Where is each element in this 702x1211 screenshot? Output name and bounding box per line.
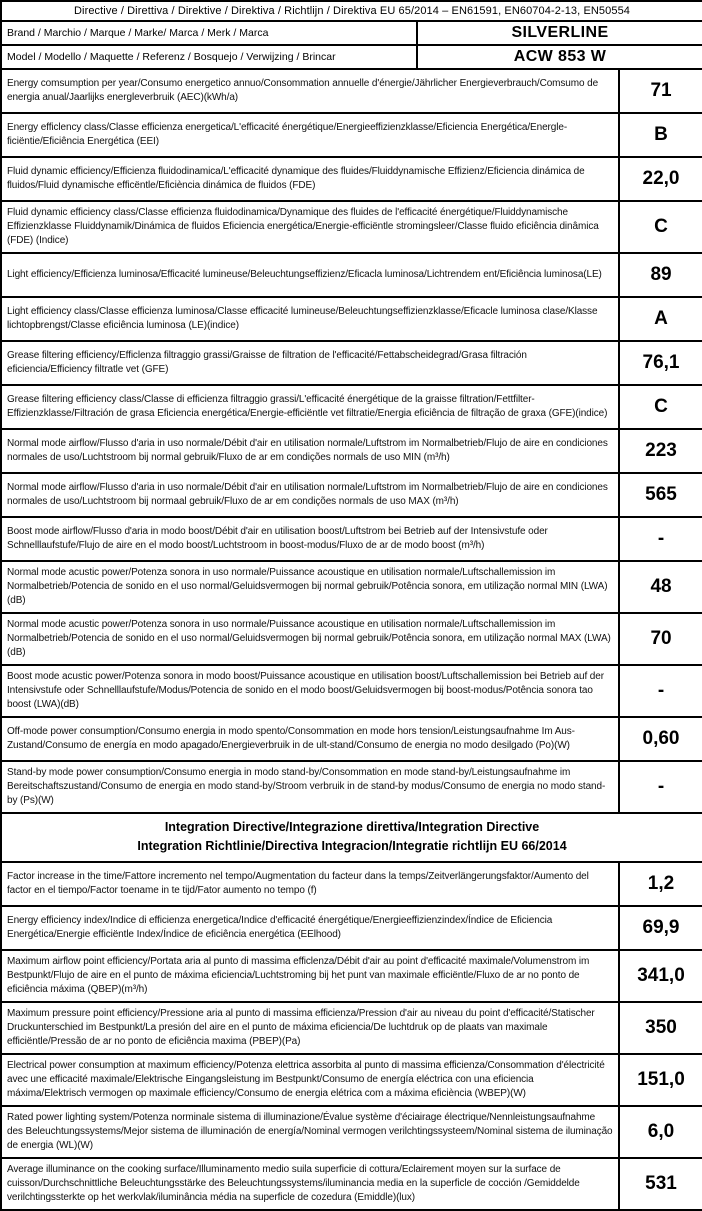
spec-label: Energy comsumption per year/Consumo energetico annuo/Consommation annuelle d'énergie/Jährlicher Energieverbrauch/Comsumo de energia anual/Jaarlijks energleverbruik (AEC)(kWh/a)	[1, 69, 619, 113]
spec-row	[1, 950, 702, 1002]
brand-value: SILVERLINE	[417, 21, 702, 45]
spec-label: Light efficiency class/Classe efficienza luminosa/Classe efficacité lumineuse/Beleuchtungseffizienzklasse/Eficacle luminosa clase/Klasse lichtopbrengst/Classe eficiência luminosa (LE)(indice)	[1, 297, 619, 341]
integration-section-line1: Integration Directive/Integrazione direttiva/Integration Directive	[164, 820, 540, 834]
spec-row	[1, 341, 702, 385]
spec-value: A	[619, 297, 702, 341]
spec-row	[1, 385, 702, 429]
brand-row	[1, 21, 702, 45]
spec-label: Grease filtering efficiency class/Classe di efficienza filtraggio grassi/L'efficacité énergétique de la graisse filtration/Fettfilter-Effizienzklasse/Filtración de grasa Eficiencia energética/Energie-efficiëntle vet filtratie/Energia eficiência de filtração de graxa (GFE)(indice)	[1, 385, 619, 429]
spec-row	[1, 201, 702, 253]
spec-value: C	[619, 201, 702, 253]
spec-row	[1, 761, 702, 813]
brand-label: Brand / Marchio / Marque / Marke/ Marca / Merk / Marca	[1, 21, 417, 45]
spec-row	[1, 561, 702, 613]
spec-label: Boost mode acustic power/Potenza sonora in modo boost/Puissance acoustique en utilisation boost/Luftschallemission bei Betrieb auf der Intensivstufe oder Schnelllaufstufe/Modus/Potencia de sonido en el modo boost/Geluidsvermogen bij boost-modus/Potência sonora tao boost (LWA)(dB)	[1, 665, 619, 717]
spec-label: Maximum pressure point efficiency/Pressione aria al punto di massima efficienza/Pression d'air au niveau du point d'efficacité/Statischer Druckunterschied im Bestpunkt/La presión del aire en el punto de máxima eficiencia/De luchtdruk op de plaats van maximale efficiëntle/Pressão de ar no ponto de eficiência maxima (PBEP)(Pa)	[1, 1002, 619, 1054]
spec-value: C	[619, 385, 702, 429]
integration-section-line2: Integration Richtlinie/Directiva Integracion/Integratie richtlijn EU 66/2014	[137, 839, 567, 854]
spec-row	[1, 1158, 702, 1210]
spec-row	[1, 665, 702, 717]
directive-row	[1, 1, 702, 21]
spec-row	[1, 862, 702, 906]
spec-value: 151,0	[619, 1054, 702, 1106]
spec-value: 22,0	[619, 157, 702, 201]
directive-header: Directive / Direttiva / Direktive / Direktiva / Richtlijn / Direktiva EU 65/2014 – EN61591, EN60704-2-13, EN50554	[1, 1, 702, 21]
spec-value: 48	[619, 561, 702, 613]
spec-row	[1, 429, 702, 473]
spec-label: Electrical power consumption at maximum efficiency/Potenza elettrica assorbita al punto di massima efficienza/Consommation d'électricité avec une efficacité maximale/Elektrische Eingangsleistung im Bestpunkt/Consumo de energía eléctrica con una eficiencia máxima/Elektrisch vermogen op maximale efficiency/Consumo de energia elétrica com a máxima eficiència (WBEP)(W)	[1, 1054, 619, 1106]
integration-section-row	[1, 813, 702, 862]
spec-row	[1, 1054, 702, 1106]
spec-label: Normal mode acustic power/Potenza sonora in uso normale/Puissance acoustique en utilisation normale/Luftschallemission im Normalbetrieb/Potencia de sonido en el uso normal/Geluidsvermogen bij normal gebruik/Potência sonora, em utilização normal MIN (LWA)(dB)	[1, 561, 619, 613]
spec-row	[1, 69, 702, 113]
spec-label: Energy efficiency index/Indice di efficienza energetica/Indice d'efficacité énergétique/Energieeffizienzindex/Índice de Eficiencia Energética/Energie efficiëntle Index/Índice de eficiência energética (EElhood)	[1, 906, 619, 950]
integration-rows	[1, 862, 702, 1210]
spec-label: Light efficiency/Efficienza luminosa/Efficacité lumineuse/Beleuchtungseffizienz/Eficacla luminosa/Lichtrendem ent/Eficiência luminosa(LE)	[1, 253, 619, 297]
spec-value: 350	[619, 1002, 702, 1054]
spec-value: 223	[619, 429, 702, 473]
spec-label: Energy efficlency class/Classe efficienza energetica/L'efficacité énergétique/Energieeffizienzklasse/Eficiencia Energética/Energle-ficiëntie/Eficiência Energética (EEI)	[1, 113, 619, 157]
model-label: Model / Modello / Maquette / Referenz / Bosquejo / Verwijzing / Brincar	[1, 45, 417, 69]
model-row	[1, 45, 702, 69]
spec-label: Average illuminance on the cooking surface/Illuminamento medio suila superficie di cottura/Eclairement moyen sur la surface de cuisson/Durchschnittliche Beleuchtungsstärke des Beleuchtungssystems/iluminancia media en la superficle de cocción /Gemiddelde verilchtingssterkte op het werkvlak/iluminância média na superficle de cozedura (Emiddle)(lux)	[1, 1158, 619, 1210]
spec-value: 70	[619, 613, 702, 665]
spec-label: Normal mode airflow/Flusso d'aria in uso normale/Débit d'air en utilisation normale/Luftstrom im Normalbetrieb/Flujo de aire en condiciones normales de uso/Luchtstroom bij normal gebruik/Fluxo de ar em condições normals de uso MIN (m³/h)	[1, 429, 619, 473]
spec-label: Normal mode acustic power/Potenza sonora in uso normale/Puissance acoustique en utilisation normale/Luftschallemission im Normalbetrieb/Potencia de sonido en el uso normal/Geluidsvermogen bij normal gebruik/Potência sonora, em utilização normal MAX (LWA)(dB)	[1, 613, 619, 665]
model-value: ACW 853 W	[417, 45, 702, 69]
spec-label: Factor increase in the time/Fattore incremento nel tempo/Augmentation du facteur dans la temps/Zeitverlängerungsfaktor/Aumento del factor en el tiempo/Factor toename in te tijd/Fator aumento no tempo (f)	[1, 862, 619, 906]
spec-label: Fluid dynamic efficiency class/Classe efficienza fluidodinamica/Dynamique des fluides de l'efficacité énergétique/Fluiddynamische Effizienzklasse Fluiddynamik/Dinámica de fluidos Eficiencia energética/Energie-efficiëntle stromingsleer/Classe fluido eficiência dinâmica (FDE) (Indice)	[1, 201, 619, 253]
spec-value: 0,60	[619, 717, 702, 761]
spec-value: -	[619, 665, 702, 717]
spec-label: Grease filtering efficiency/Efficlenza filtraggio grassi/Graisse de filtration de l'efficacité/Fettabscheidegrad/Grasa filtración eficiencia/Efficiency filtratle vet (GFE)	[1, 341, 619, 385]
spec-row	[1, 1106, 702, 1158]
spec-value: 531	[619, 1158, 702, 1210]
spec-row	[1, 473, 702, 517]
spec-value: -	[619, 517, 702, 561]
spec-row	[1, 157, 702, 201]
spec-value: 6,0	[619, 1106, 702, 1158]
spec-row	[1, 906, 702, 950]
spec-value: 89	[619, 253, 702, 297]
spec-row	[1, 253, 702, 297]
spec-row	[1, 517, 702, 561]
spec-label: Off-mode power consumption/Consumo energia in modo spento/Consommation en mode hors tension/Leistungsaufnahme Im Aus-Zustand/Consumo de energía en modo apagado/Energieverbruik in de ult-stand/Consumo de energia no modo desilgado (Po)(W)	[1, 717, 619, 761]
integration-section-header	[1, 813, 702, 862]
spec-label: Normal mode airflow/Flusso d'aria in uso normale/Débit d'air en utilisation normale/Luftstrom im Normalbetrieb/Flujo de aire en condiciones normales de uso/Luchtstroom bij normaal gebruik/Fluxo de ar em condições normals de uso MAX (m³/h)	[1, 473, 619, 517]
spec-value: 1,2	[619, 862, 702, 906]
spec-row	[1, 613, 702, 665]
spec-row	[1, 113, 702, 157]
spec-label: Boost mode airflow/Flusso d'aria in modo boost/Débit d'air en utilisation boost/Luftstrom bei Betrieb auf der Intensivstufe oder Schnelllaufstufe/Flujo de aire en el modo boost/Luchtstroom in boost-modus/Fluxo de ar de modo boost (m³/h)	[1, 517, 619, 561]
spec-label: Fluid dynamic efficiency/Efficienza fluidodinamica/L'efficacité dynamique des fluides/Fluiddynamische Effizienz/Eficiencia dinámica de fluidos/Fluid dynamische efficëntle/Eficiència dinámica de fluidos (FDE)	[1, 157, 619, 201]
spec-label: Rated power lighting system/Potenza norminale sistema di illuminazione/Évalue système d'éciairage électrique/Nennleistungsaufnahme des Beleuchtungssystems/Mejor sistema de illuminación de energía/Nominal vermogen verilchtingssysteem/Nominal sistema de iluminação de energia (WL)(W)	[1, 1106, 619, 1158]
spec-row	[1, 1002, 702, 1054]
spec-value: B	[619, 113, 702, 157]
spec-row	[1, 297, 702, 341]
spec-value: 565	[619, 473, 702, 517]
spec-label: Stand-by mode power consumption/Consumo energia in modo stand-by/Consommation en mode stand-by/Leistungsaufnahme im Bereitschaftszustand/Consumo de energia en modo stand-by/Stroom verbruik in de stand-by modus/Consumo de energia no modo stand-by (Ps)(W)	[1, 761, 619, 813]
main-rows	[1, 69, 702, 813]
spec-value: 76,1	[619, 341, 702, 385]
spec-row	[1, 717, 702, 761]
spec-value: 71	[619, 69, 702, 113]
spec-value: -	[619, 761, 702, 813]
spec-value: 69,9	[619, 906, 702, 950]
spec-label: Maximum airflow point efficiency/Portata aria al punto di massima efficlenza/Débit d'air au point d'efficacité maximale/Volumenstrom im Bestpunkt/Flujo de aire en el punto de máxima eficiencia/Luchtstroming bij het punt van maximale efficiëntle/Fluxo de ar no ponto de eficiência máxima (QBEP)(m³/h)	[1, 950, 619, 1002]
spec-value: 341,0	[619, 950, 702, 1002]
